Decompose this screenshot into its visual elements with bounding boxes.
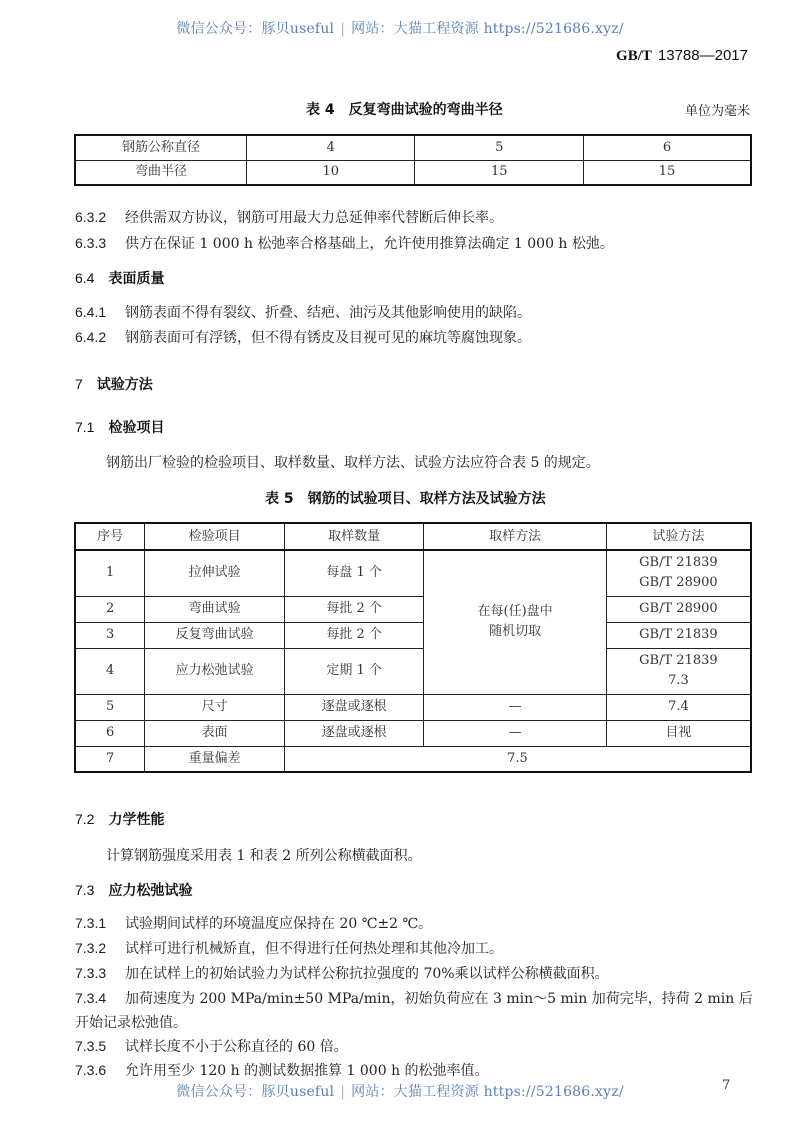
standard-code [616, 47, 748, 65]
table-cell: 弯曲半径 [75, 160, 246, 185]
clause-number: 7.3.1 [75, 915, 107, 931]
sampling-line: 在每(任)盘中 [477, 604, 553, 620]
table-cell: 1 [75, 550, 145, 596]
table-cell: GB/T 28900 [606, 596, 751, 622]
clause-7-3-3 [75, 963, 609, 983]
watermark-left-text: 微信公众号：豚贝useful [176, 21, 335, 37]
heading-number: 7.3 [75, 882, 95, 898]
table-cell: 重量偏差 [145, 746, 285, 772]
clause-number: 7.3.5 [75, 1038, 107, 1054]
table-cell-sampling-merged [424, 550, 606, 694]
heading-7-1 [75, 417, 164, 437]
clause-6-4-2 [75, 327, 531, 347]
standard-prefix: GB/T [616, 48, 652, 64]
clause-number: 6.4.2 [75, 329, 107, 345]
heading-title: 力学性能 [108, 812, 165, 828]
table-cell: 4 [75, 648, 145, 694]
table4-bending-radius [74, 134, 752, 186]
table-cell: 3 [75, 622, 145, 648]
clause-7-3-5 [75, 1036, 348, 1056]
clause-text: 加荷速度为 200 MPa/min±50 MPa/min，初始负荷应在 3 min～5 min 加荷完毕，持荷 2 min 后 [125, 991, 753, 1007]
column-header: 检验项目 [145, 523, 285, 550]
clause-text: 试样可进行机械矫直，但不得进行任何热处理和其他冷加工。 [125, 941, 503, 957]
watermark-bottom [0, 1081, 800, 1101]
watermark-separator: | [340, 1084, 346, 1100]
clause-text: 试验期间试样的环境温度应保持在 20 ℃±2 ℃。 [125, 916, 433, 932]
table-row [75, 550, 751, 596]
table-cell: 定期 1 个 [284, 648, 424, 694]
column-header: 取样方法 [424, 523, 606, 550]
clause-number: 7.3.4 [75, 990, 107, 1006]
clause-number: 6.4.1 [75, 304, 107, 320]
method-line: GB/T 21839 [639, 653, 718, 668]
watermark-left-text: 微信公众号：豚贝useful [176, 1084, 335, 1100]
table-cell: 15 [583, 160, 751, 185]
standard-number: 13788—2017 [657, 47, 748, 64]
table-cell: 2 [75, 596, 145, 622]
clause-text: 钢筋表面可有浮锈，但不得有锈皮及目视可见的麻坑等腐蚀现象。 [125, 330, 531, 346]
table-cell: 5 [415, 135, 584, 160]
table-cell: 5 [75, 694, 145, 720]
heading-title: 试验方法 [96, 377, 153, 393]
clause-7-3-6 [75, 1060, 489, 1080]
paragraph-7-2: 计算钢筋强度采用表 1 和表 2 所列公称横截面积。 [106, 848, 422, 864]
table-cell: 6 [75, 720, 145, 746]
clause-text: 钢筋表面不得有裂纹、折叠、结疤、油污及其他影响使用的缺陷。 [125, 305, 531, 321]
table-cell [606, 550, 751, 596]
table-cell: 目视 [606, 720, 751, 746]
table-row [75, 622, 751, 648]
table-cell: 每批 2 个 [284, 622, 424, 648]
heading-title: 检验项目 [108, 420, 165, 436]
table-cell: 反复弯曲试验 [145, 622, 285, 648]
table4-caption: 表 4 反复弯曲试验的弯曲半径 [306, 102, 503, 118]
clause-number: 7.3.3 [75, 965, 107, 981]
table-cell: 15 [415, 160, 584, 185]
table5-caption: 表 5 钢筋的试验项目、取样方法及试验方法 [265, 491, 546, 507]
clause-6-3-2 [75, 207, 503, 227]
table-cell: 逐盘或逐根 [284, 720, 424, 746]
heading-title: 应力松弛试验 [108, 883, 193, 899]
table-cell: 表面 [145, 720, 285, 746]
clause-text: 试样长度不小于公称直径的 60 倍。 [125, 1039, 348, 1055]
heading-number: 6.4 [75, 270, 95, 286]
table-row [75, 694, 751, 720]
table-cell: GB/T 21839 [606, 622, 751, 648]
table-cell: 应力松弛试验 [145, 648, 285, 694]
table-cell: 尺寸 [145, 694, 285, 720]
sampling-line: 随机切取 [489, 624, 542, 640]
clause-number: 6.3.2 [75, 209, 107, 225]
table-cell: 弯曲试验 [145, 596, 285, 622]
table-cell: — [424, 720, 606, 746]
heading-number: 7.2 [75, 811, 95, 827]
clause-number: 7.3.2 [75, 940, 107, 956]
table-row [75, 160, 751, 185]
paragraph-7-1: 钢筋出厂检验的检验项目、取样数量、取样方法、试验方法应符合表 5 的规定。 [106, 455, 600, 471]
clause-text: 经供需双方协议，钢筋可用最大力总延伸率代替断后伸长率。 [125, 210, 503, 226]
table-cell: 每盘 1 个 [284, 550, 424, 596]
clause-7-3-4 [75, 988, 753, 1008]
clause-text: 加在试样上的初始试验力为试样公称抗拉强度的 70%乘以试样公称横截面积。 [125, 966, 609, 982]
clause-number: 7.3.6 [75, 1062, 107, 1078]
table-cell: 7 [75, 746, 145, 772]
table-cell: 7.4 [606, 694, 751, 720]
table-row [75, 596, 751, 622]
watermark-separator: | [340, 21, 346, 37]
table-cell: 10 [246, 160, 415, 185]
watermark-right-text: 网站：大猫工程资源 https://521686.xyz/ [351, 1084, 624, 1100]
heading-7-2 [75, 809, 164, 829]
clause-text: 供方在保证 1 000 h 松弛率合格基础上，允许使用推算法确定 1 000 h 松弛。 [125, 236, 614, 252]
heading-6-4 [75, 268, 164, 288]
table-row [75, 746, 751, 772]
method-line: 7.3 [668, 673, 689, 688]
clause-7-3-4-continued: 开始记录松弛值。 [75, 1015, 187, 1031]
table-cell: 每批 2 个 [284, 596, 424, 622]
clause-7-3-2 [75, 938, 503, 958]
clause-6-3-3 [75, 233, 614, 253]
heading-7 [75, 374, 153, 394]
method-line: GB/T 28900 [639, 575, 718, 591]
table-cell [606, 648, 751, 694]
clause-6-4-1 [75, 302, 531, 322]
watermark-right-text: 网站：大猫工程资源 https://521686.xyz/ [351, 21, 624, 37]
clause-text: 允许用至少 120 h 的测试数据推算 1 000 h 的松弛率值。 [125, 1063, 489, 1079]
table-cell: 4 [246, 135, 415, 160]
table-cell: 拉伸试验 [145, 550, 285, 596]
heading-number: 7.1 [75, 419, 95, 435]
table-header-row [75, 523, 751, 550]
table-cell: 6 [583, 135, 751, 160]
table-cell: 逐盘或逐根 [284, 694, 424, 720]
table-row [75, 648, 751, 694]
clause-7-3-1 [75, 913, 432, 933]
table-cell: — [424, 694, 606, 720]
table5-test-items [74, 522, 752, 773]
table4-unit-note: 单位为毫米 [684, 104, 750, 119]
table-row [75, 720, 751, 746]
table-row [75, 135, 751, 160]
heading-title: 表面质量 [108, 271, 165, 287]
clause-number: 6.3.3 [75, 235, 107, 251]
column-header: 试验方法 [606, 523, 751, 550]
column-header: 取样数量 [284, 523, 424, 550]
column-header: 序号 [75, 523, 145, 550]
heading-number: 7 [75, 376, 83, 392]
watermark-top [0, 18, 800, 38]
table-cell: 钢筋公称直径 [75, 135, 246, 160]
heading-7-3 [75, 880, 192, 900]
page-number: 7 [722, 1078, 731, 1093]
method-line: GB/T 21839 [639, 555, 718, 571]
table-cell-merged: 7.5 [284, 746, 751, 772]
